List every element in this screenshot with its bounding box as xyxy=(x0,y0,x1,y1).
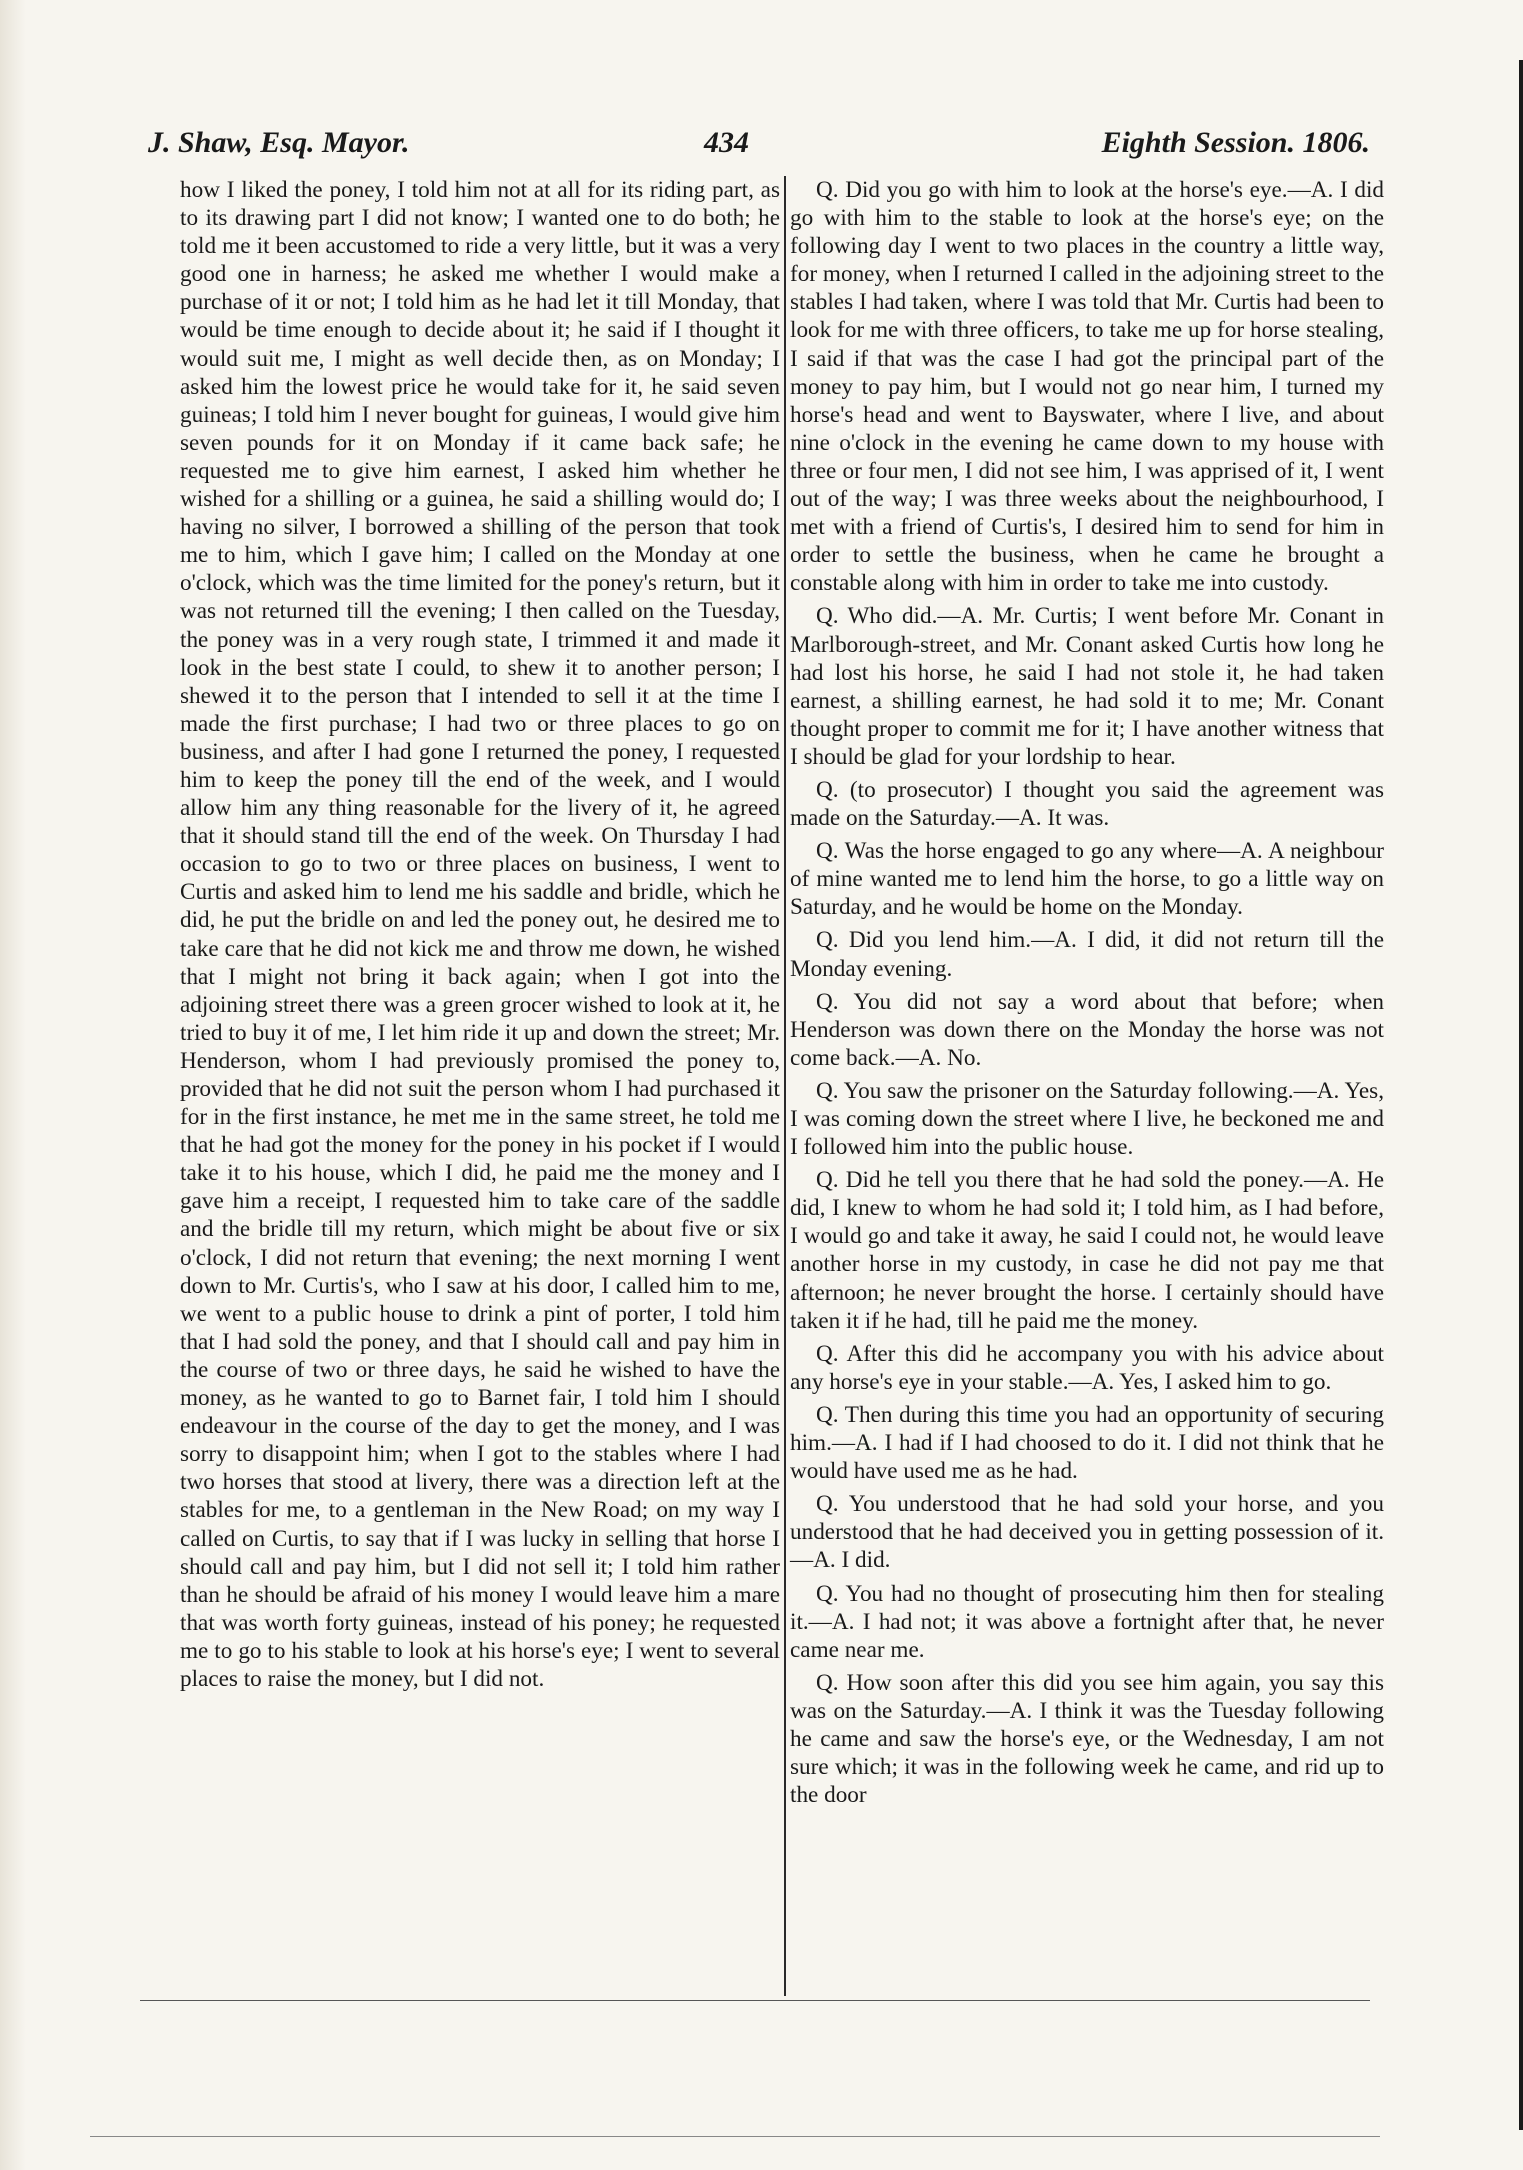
page-gutter xyxy=(0,0,26,2170)
testimony-paragraph: Q. You saw the prisoner on the Saturday following.—A. Yes, I was coming down the street where I live, he beckoned me and I followed him into the public house. xyxy=(790,1077,1384,1161)
testimony-paragraph: Q. Then during this time you had an opportunity of securing him.—A. I had if I had choosed to do it. I did not think that he would have used me as he had. xyxy=(790,1401,1384,1485)
testimony-paragraph: Q. How soon after this did you see him again, you say this was on the Saturday.—A. I think it was the Tuesday following he came and saw the horse's eye, or the Wednesday, I am not sure which; it was in the following week he came, and rid up to the door xyxy=(790,1669,1384,1809)
testimony-paragraph: Q. You understood that he had sold your horse, and you understood that he had deceived you in getting possession of it.—A. I did. xyxy=(790,1491,1384,1574)
testimony-paragraph: Q. After this did he accompany you with his advice about any horse's eye in your stable.—A. Yes, I asked him to go. xyxy=(790,1340,1384,1395)
running-header xyxy=(148,126,1370,172)
page-number: 434 xyxy=(704,126,749,159)
bottom-rule xyxy=(140,2000,1370,2001)
page-foot-rule xyxy=(90,2136,1380,2137)
column-divider xyxy=(784,176,786,1996)
testimony-paragraph: Q. You did not say a word about that before; when Henderson was down there on the Monday the horse was not come back.—A. No. xyxy=(790,988,1384,1071)
testimony-paragraph: Q. Did he tell you there that he had sold the poney.—A. He did, I knew to whom he had sold it; I told him, as I had before, I would go and take it away, he said I could not, he would leave another horse in my custody, in case he did not pay me that afternoon; he never brought the horse. I certainly should have taken it if he had, till he paid me the money. xyxy=(790,1167,1384,1334)
testimony-paragraph: Q. (to prosecutor) I thought you said the agreement was made on the Saturday.—A. It was. xyxy=(790,776,1384,832)
right-column xyxy=(790,176,1384,1814)
header-mayor: J. Shaw, Esq. Mayor. xyxy=(148,126,410,159)
header-session: Eighth Session. 1806. xyxy=(1101,126,1370,159)
left-column-text: how I liked the poney, I told him not at all for its riding part, as to its drawing part I did not know; I wanted one to do both; he told me it been accustomed to ride a very little, but it was a very good one in harness; he asked me whether I would make a purchase of it or not; I told him as he had let it till Monday, that would be time enough to decide about it; he said if I thought it would suit me, I might as well decide then, as on Monday; I asked him the lowest price he would take for it, he said seven guineas; I told him I never bought for guineas, I would give him seven pounds for it on Monday if it came back safe; he requested me to give him earnest, I asked him whether he wished for a shilling or a guinea, he said a shilling would do; I having no silver, I borrowed a shilling of the person that took me to him, which I gave him; I called on the Monday at one o'clock, which was the time limited for the poney's return, but it was not returned till the evening; I then called on the Tuesday, the poney was in a very rough state, I trimmed it and made it look in the best state I could, to shew it to another person; I shewed it to the person that I intended to sell it at the time I made the first purchase; I had two or three places to go on business, and after I had gone I returned the poney, I requested him to keep the poney till the end of the week, and I would allow him any thing reasonable for the livery of it, he agreed that it should stand till the end of the week. On Thursday I had occasion to go to two or three places on business, I went to Curtis and asked him to lend me his saddle and bridle, which he did, he put the bridle on and led the poney out, he desired me to take care that he did not kick me and throw me down, he wished that I might not bring it back again; when I got into the adjoining street there was a green grocer wished to look at it, he tried to buy it of me, I let him ride it up and down the street; Mr. Henderson, whom I had previously promised the poney to, provided that he did not suit the person whom I had purchased it for in the first instance, he met me in the same street, he told me that he had got the money for the poney in his pocket if I would take it to his house, which I did, he paid me the money and I gave him a receipt, I requested him to take care of the saddle and the bridle till my return, which might be about five or six o'clock, I did not return that evening; the next morning I went down to Mr. Curtis's, who I saw at his door, I called him to me, we went to a public house to drink a pint of porter, I told him that I had sold the poney, and that I should call and pay him in the course of two or three days, he said he wished to have the money, as he wanted to go to Barnet fair, I told him I should endeavour in the course of the day to get the money, and I was sorry to disappoint him; when I got to the stables where I had two horses that stood at livery, there was a direction left at the stables for me, to a gentleman in the New Road; on my way I called on Curtis, to say that if I was lucky in selling that horse I should call and pay him, but I did not sell it; I told him rather than he should be afraid of his money I would leave him a mare that was worth forty guineas, instead of his poney; he requested me to go to his stable to look at his horse's eye; I went to several places to raise the money, but I did not. xyxy=(180,177,780,1692)
page-edge-shadow xyxy=(1519,60,1523,2130)
testimony-paragraph: Q. Did you lend him.—A. I did, it did not return till the Monday evening. xyxy=(790,927,1384,982)
testimony-paragraph: Q. Did you go with him to look at the horse's eye.—A. I did go with him to the stable to look at the horse's eye; on the following day I went to two places in the country a little way, for money, when I returned I called in the adjoining street to the stables I had taken, where I was told that Mr. Curtis had been to look for me with three officers, to take me up for horse stealing, I said if that was the case I had got the principal part of the money to pay him, but I would not go near him, I turned my horse's head and went to Bayswater, where I live, and about nine o'clock in the evening he came down to my house with three or four men, I did not see him, I was apprised of it, I went out of the way; I was three weeks about the neighbourhood, I met with a friend of Curtis's, I desired him to send for him in order to settle the business, when he came he brought a constable along with him in order to take me into custody. xyxy=(790,177,1384,597)
left-column xyxy=(180,176,780,1693)
testimony-paragraph: Q. Was the horse engaged to go any where—A. A neighbour of mine wanted me to lend him the horse, to go a little way on Saturday, and he would be home on the Monday. xyxy=(790,838,1384,921)
testimony-paragraph: Q. You had no thought of prosecuting him then for stealing it.—A. I had not; it was above a fortnight after that, he never came near me. xyxy=(790,1580,1384,1663)
testimony-paragraph: Q. Who did.—A. Mr. Curtis; I went before Mr. Conant in Marlborough-street, and Mr. Conant asked Curtis how long he had lost his horse, he said I had not stole it, he had taken earnest, a shilling earnest, he had sold it to me; Mr. Conant thought proper to commit me for it; I have another witness that I should be glad for your lordship to hear. xyxy=(790,603,1384,770)
